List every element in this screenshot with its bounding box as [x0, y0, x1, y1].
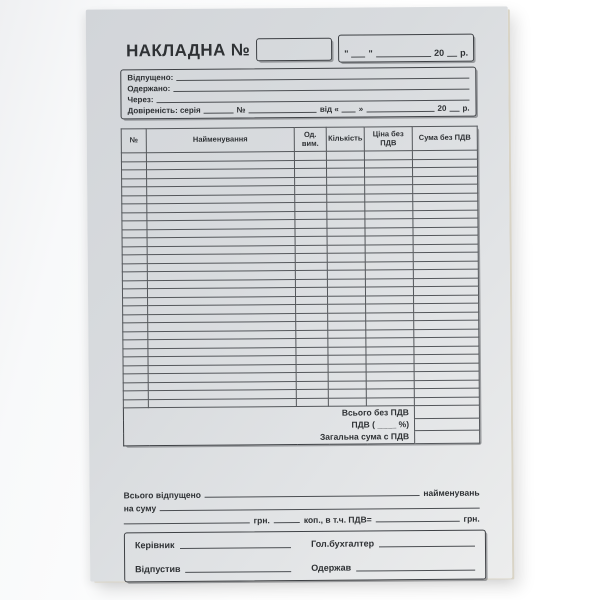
item-cell — [295, 287, 327, 296]
item-cell — [296, 347, 328, 356]
item-cell — [296, 381, 328, 390]
item-cell — [327, 236, 365, 245]
item-cell — [366, 295, 414, 304]
proxy-line — [128, 102, 470, 115]
item-cell — [123, 314, 148, 323]
item-cell — [123, 340, 148, 349]
col-header-price-novat: Ціна без ПДВ — [364, 127, 412, 151]
proxy-year: 20 — [437, 103, 447, 113]
item-cell — [365, 261, 413, 270]
proxy-series-blank — [204, 112, 234, 113]
item-cell — [366, 363, 414, 372]
item-cell — [295, 245, 327, 254]
item-cell — [123, 399, 148, 408]
chief-accountant-signature-blank — [379, 546, 475, 548]
summary-total-vat-value — [415, 430, 480, 443]
item-cell — [296, 372, 328, 381]
item-cell — [366, 329, 414, 338]
item-cell — [366, 304, 414, 313]
item-cell — [295, 253, 327, 262]
item-cell — [327, 202, 365, 211]
proxy-month-blank — [366, 111, 434, 113]
item-cell — [327, 193, 365, 202]
summary-total-vat-label: Загальна сума с ПДВ — [124, 431, 415, 446]
totals-amount-label: на суму — [123, 502, 157, 513]
item-cell — [122, 195, 147, 204]
item-cell — [366, 312, 414, 321]
item-cell — [327, 270, 365, 279]
invoice-number-box — [256, 37, 332, 61]
item-cell — [122, 289, 147, 298]
item-cell — [295, 177, 327, 186]
date-year-prefix: 20 — [434, 47, 445, 58]
item-cell — [295, 228, 327, 237]
item-cell — [122, 272, 147, 281]
item-cell — [365, 244, 413, 253]
summary-vat-label: ПДВ ( ____ %) — [123, 418, 414, 433]
item-cell — [328, 329, 366, 338]
proxy-year-blank — [449, 110, 459, 111]
item-cell — [366, 346, 414, 355]
item-cell — [123, 297, 148, 306]
item-cell — [327, 278, 365, 287]
item-cell — [122, 178, 147, 187]
item-cell — [295, 262, 327, 271]
item-cell — [366, 389, 414, 398]
released-by-label: Відпустив — [135, 563, 181, 575]
item-cell — [328, 312, 366, 321]
item-cell — [365, 193, 413, 202]
item-cell — [328, 380, 366, 389]
manager-signature — [135, 537, 291, 550]
item-cell — [365, 219, 413, 228]
item-cell — [294, 151, 326, 160]
item-cell — [295, 279, 327, 288]
invoice-date-box — [338, 34, 474, 63]
invoice-form-paper — [86, 6, 512, 581]
totals-uah-blank — [124, 522, 250, 524]
item-cell — [366, 321, 414, 330]
item-cell — [296, 330, 328, 339]
proxy-from-open: від « — [319, 104, 339, 114]
item-cell — [123, 391, 148, 400]
item-cell — [328, 295, 366, 304]
received-by-signature — [311, 560, 475, 573]
item-cell — [123, 348, 148, 357]
item-cell — [295, 168, 327, 177]
totals-vat-blank — [376, 521, 460, 523]
item-cell — [328, 304, 366, 313]
item-cell — [122, 263, 147, 272]
item-cell — [295, 211, 327, 220]
summary-vat-value — [414, 418, 479, 431]
item-cell — [327, 253, 365, 262]
item-cell — [364, 151, 412, 160]
item-cell — [295, 194, 327, 203]
item-cell — [296, 364, 328, 373]
item-cell — [365, 236, 413, 245]
item-cell — [296, 313, 328, 322]
items-tbody — [121, 150, 479, 408]
item-cell — [296, 304, 328, 313]
item-cell — [296, 355, 328, 364]
item-cell — [365, 168, 413, 177]
item-cell — [366, 372, 414, 381]
item-cell — [327, 244, 365, 253]
released-by-signature-blank — [186, 571, 292, 573]
received-by-label: Одержав — [311, 562, 352, 573]
item-cell — [327, 185, 365, 194]
item-cell — [327, 210, 365, 219]
item-cell — [326, 159, 364, 168]
items-table — [121, 126, 480, 446]
summary-row-total-vat — [124, 430, 480, 445]
item-cell — [365, 278, 413, 287]
received-by-signature-blank — [356, 570, 475, 572]
item-cell — [296, 338, 328, 347]
item-cell — [121, 153, 146, 162]
item-cell — [122, 221, 147, 230]
item-cell — [123, 331, 148, 340]
item-cell — [123, 382, 148, 391]
item-cell — [366, 397, 414, 406]
manager-signature-blank — [180, 547, 292, 549]
item-cell — [295, 219, 327, 228]
col-header-sum-novat: Сума без ПДВ — [412, 126, 477, 151]
date-month-blank — [376, 56, 431, 57]
proxy-from-close: » — [358, 104, 364, 114]
form-title: НАКЛАДНА № — [126, 39, 251, 60]
item-cell — [328, 389, 366, 398]
item-cell — [294, 160, 326, 169]
proxy-number-sign: № — [236, 105, 246, 115]
item-cell — [365, 227, 413, 236]
item-cell — [365, 287, 413, 296]
item-cell — [326, 151, 364, 160]
parties-info-box — [120, 67, 476, 120]
items-table-summary — [123, 405, 479, 445]
totals-kop-vat-label: коп., в т.ч. ПДВ= — [303, 513, 372, 525]
item-cell — [327, 261, 365, 270]
chief-accountant-label: Гол.бухгалтер — [311, 538, 375, 549]
date-close-quote: " — [368, 48, 373, 59]
item-cell — [122, 246, 147, 255]
proxy-day-blank — [342, 111, 356, 112]
item-cell — [327, 227, 365, 236]
item-cell — [327, 219, 365, 228]
date-open-quote: " — [344, 48, 349, 59]
signatures-box — [124, 530, 486, 583]
col-header-quantity: Кількість — [326, 127, 364, 151]
items-table-header — [121, 126, 477, 153]
manager-label: Керівник — [134, 539, 175, 551]
item-cell — [122, 280, 147, 289]
item-cell — [328, 397, 366, 406]
released-label: Відпущено: — [127, 73, 174, 83]
proxy-label: Довіреність: серія — [127, 105, 201, 115]
item-cell — [365, 210, 413, 219]
item-cell — [328, 338, 366, 347]
released-by-signature — [135, 561, 291, 574]
totals-kop-blank — [274, 522, 300, 523]
item-cell — [296, 321, 328, 330]
item-cell — [327, 176, 365, 185]
item-cell — [122, 212, 147, 221]
item-cell — [328, 346, 366, 355]
totals-currency-line — [124, 510, 480, 526]
item-cell — [366, 338, 414, 347]
received-label: Одержано: — [127, 84, 171, 94]
item-cell — [122, 238, 147, 247]
item-cell — [121, 161, 146, 170]
item-cell — [123, 323, 148, 332]
item-cell — [366, 355, 414, 364]
proxy-number-blank — [249, 111, 317, 113]
item-cell — [122, 204, 147, 213]
item-cell — [328, 321, 366, 330]
summary-total-novat-value — [414, 405, 479, 418]
item-cell — [123, 374, 148, 383]
proxy-year-suffix: р. — [462, 103, 470, 113]
date-day-blank — [352, 56, 366, 57]
item-cell — [327, 168, 365, 177]
totals-released-label: Всього відпущено — [123, 489, 201, 500]
totals-section — [124, 484, 480, 526]
item-cell — [295, 185, 327, 194]
col-header-unit: Од. вим. — [294, 127, 326, 151]
item-cell — [123, 365, 148, 374]
item-cell — [123, 357, 148, 366]
item-cell — [296, 389, 328, 398]
summary-total-novat-label: Всього без ПДВ — [123, 406, 414, 421]
col-header-name: Найменування — [146, 128, 294, 153]
col-header-number: № — [121, 129, 146, 153]
item-cell — [296, 398, 328, 407]
via-label: Через: — [127, 95, 154, 105]
totals-uah-label-1: грн. — [253, 514, 270, 525]
item-cell — [295, 202, 327, 211]
item-cell — [296, 296, 328, 305]
item-cell — [365, 253, 413, 262]
item-cell — [365, 270, 413, 279]
totals-released-suffix: найменувань — [423, 487, 480, 498]
chief-accountant-signature — [311, 536, 475, 549]
item-cell — [122, 229, 147, 238]
item-cell — [328, 355, 366, 364]
item-cell — [123, 306, 148, 315]
form-header — [126, 36, 474, 63]
item-cell — [295, 236, 327, 245]
item-cell — [122, 187, 147, 196]
item-cell — [295, 270, 327, 279]
item-cell — [122, 170, 147, 179]
item-cell — [327, 287, 365, 296]
item-cell — [365, 202, 413, 211]
item-cell — [365, 176, 413, 185]
item-cell — [366, 380, 414, 389]
totals-uah-label-2: грн. — [463, 513, 480, 524]
date-year-suffix: р. — [460, 47, 469, 58]
item-cell — [365, 185, 413, 194]
date-year-blank — [447, 56, 457, 57]
item-cell — [328, 363, 366, 372]
item-cell — [122, 255, 147, 264]
item-cell — [364, 159, 412, 168]
item-cell — [328, 372, 366, 381]
